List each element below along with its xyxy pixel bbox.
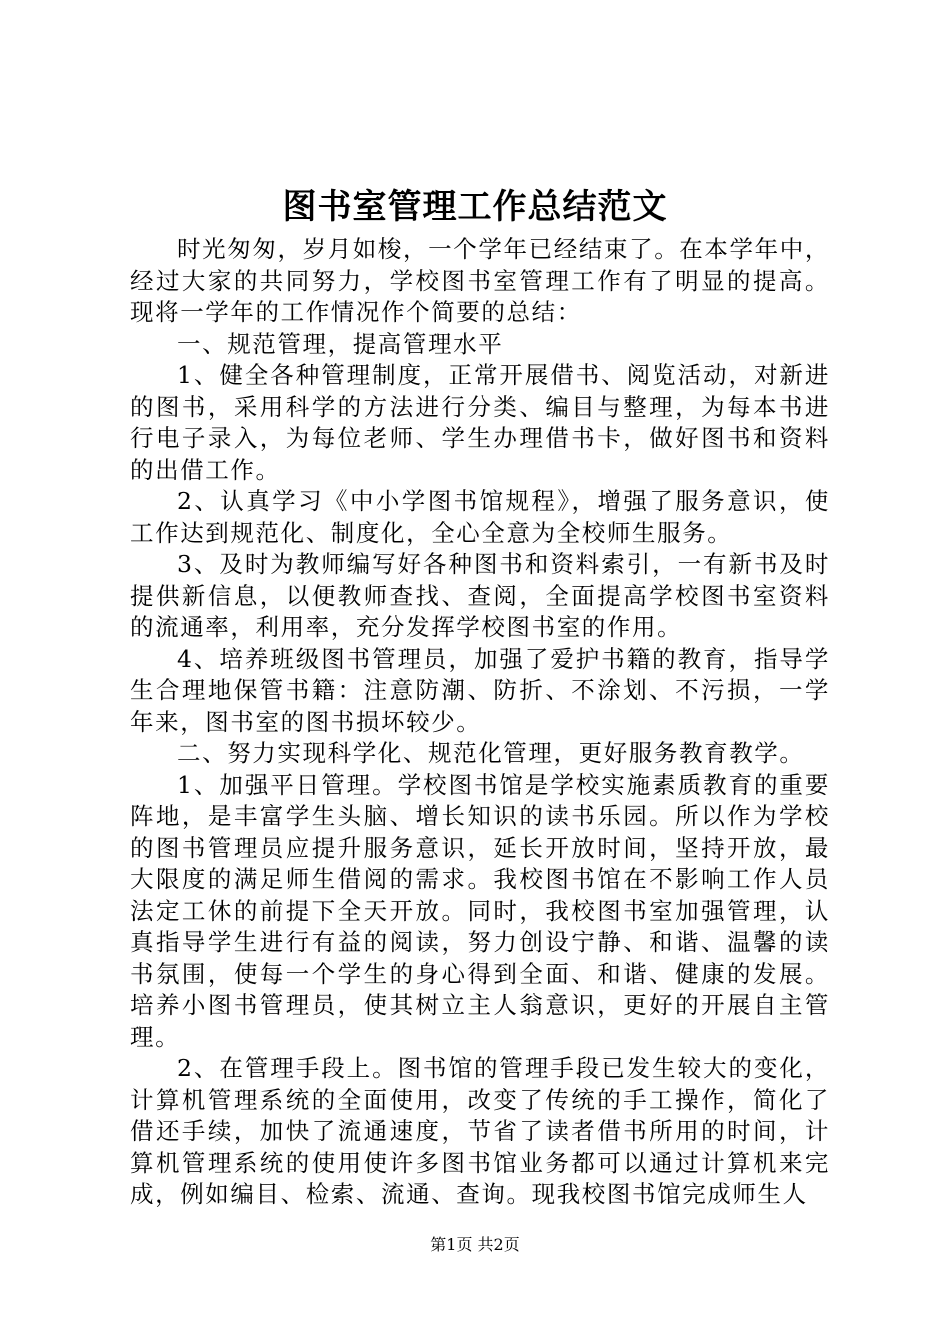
paragraph-intro: 时光匆匆，岁月如梭，一个学年已经结束了。在本学年中，经过大家的共同努力，学校图书室管理工作有了明显的提高。现将一学年的工作情况作个简要的总结： [130,235,830,326]
document-body [130,234,830,1211]
heading-section-1: 一、规范管理，提高管理水平 [177,329,504,358]
paragraph-1-1: 1、健全各种管理制度，正常开展借书、阅览活动，对新进的图书，采用科学的方法进行分类、编目与整理，为每本书进行电子录入，为每位老师、学生办理借书卡，做好图书和资料的出借工作。 [130,361,830,484]
document-title: 图书室管理工作总结范文 [282,187,668,227]
paragraph-1-4: 4、培养班级图书管理员，加强了爱护书籍的教育，指导学生合理地保管书籍：注意防潮、防折、不涂划、不污损，一学年来，图书室的图书损坏较少。 [130,644,830,736]
heading-section-2: 二、努力实现科学化、规范化管理，更好服务教育教学。 [177,739,805,767]
paragraph-1-3: 3、及时为教师编写好各种图书和资料索引，一有新书及时提供新信息，以便教师查找、查阅，全面提高学校图书室资料的流通率，利用率，充分发挥学校图书室的作用。 [130,550,830,641]
page-number-label: 第1页 共2页 [430,1235,520,1254]
paragraph-1-2: 2、认真学习《中小学图书馆规程》，增强了服务意识，使工作达到规范化、制度化，全心全意为全校师生服务。 [130,487,830,547]
paragraph-2-1: 1、加强平日管理。学校图书馆是学校实施素质教育的重要阵地，是丰富学生头脑、增长知识的读书乐园。所以作为学校的图书管理员应提升服务意识，延长开放时间，坚持开放，最大限度的满足师生借阅的需求。我校图书馆在不影响工作人员法定工休的前提下全天开放。同时，我校图书室加强管理，认真指导学生进行有益的阅读，努力创设宁静、和谐、温馨的读书氛围，使每一个学生的身心得到全面、和谐、健康的发展。培养小图书管理员，使其树立主人翁意识，更好的开展自主管理。 [130,770,830,1051]
page-footer [0,1233,950,1257]
paragraph-2-2: 2、在管理手段上。图书馆的管理手段已发生较大的变化，计算机管理系统的全面使用，改变了传统的手工操作，简化了借还手续，加快了流通速度，节省了读者借书所用的时间，计算机管理系统的使用使许多图书馆业务都可以通过计算机来完成，例如编目、检索、流通、查询。现我校图书馆完成师生人 [130,1054,830,1208]
